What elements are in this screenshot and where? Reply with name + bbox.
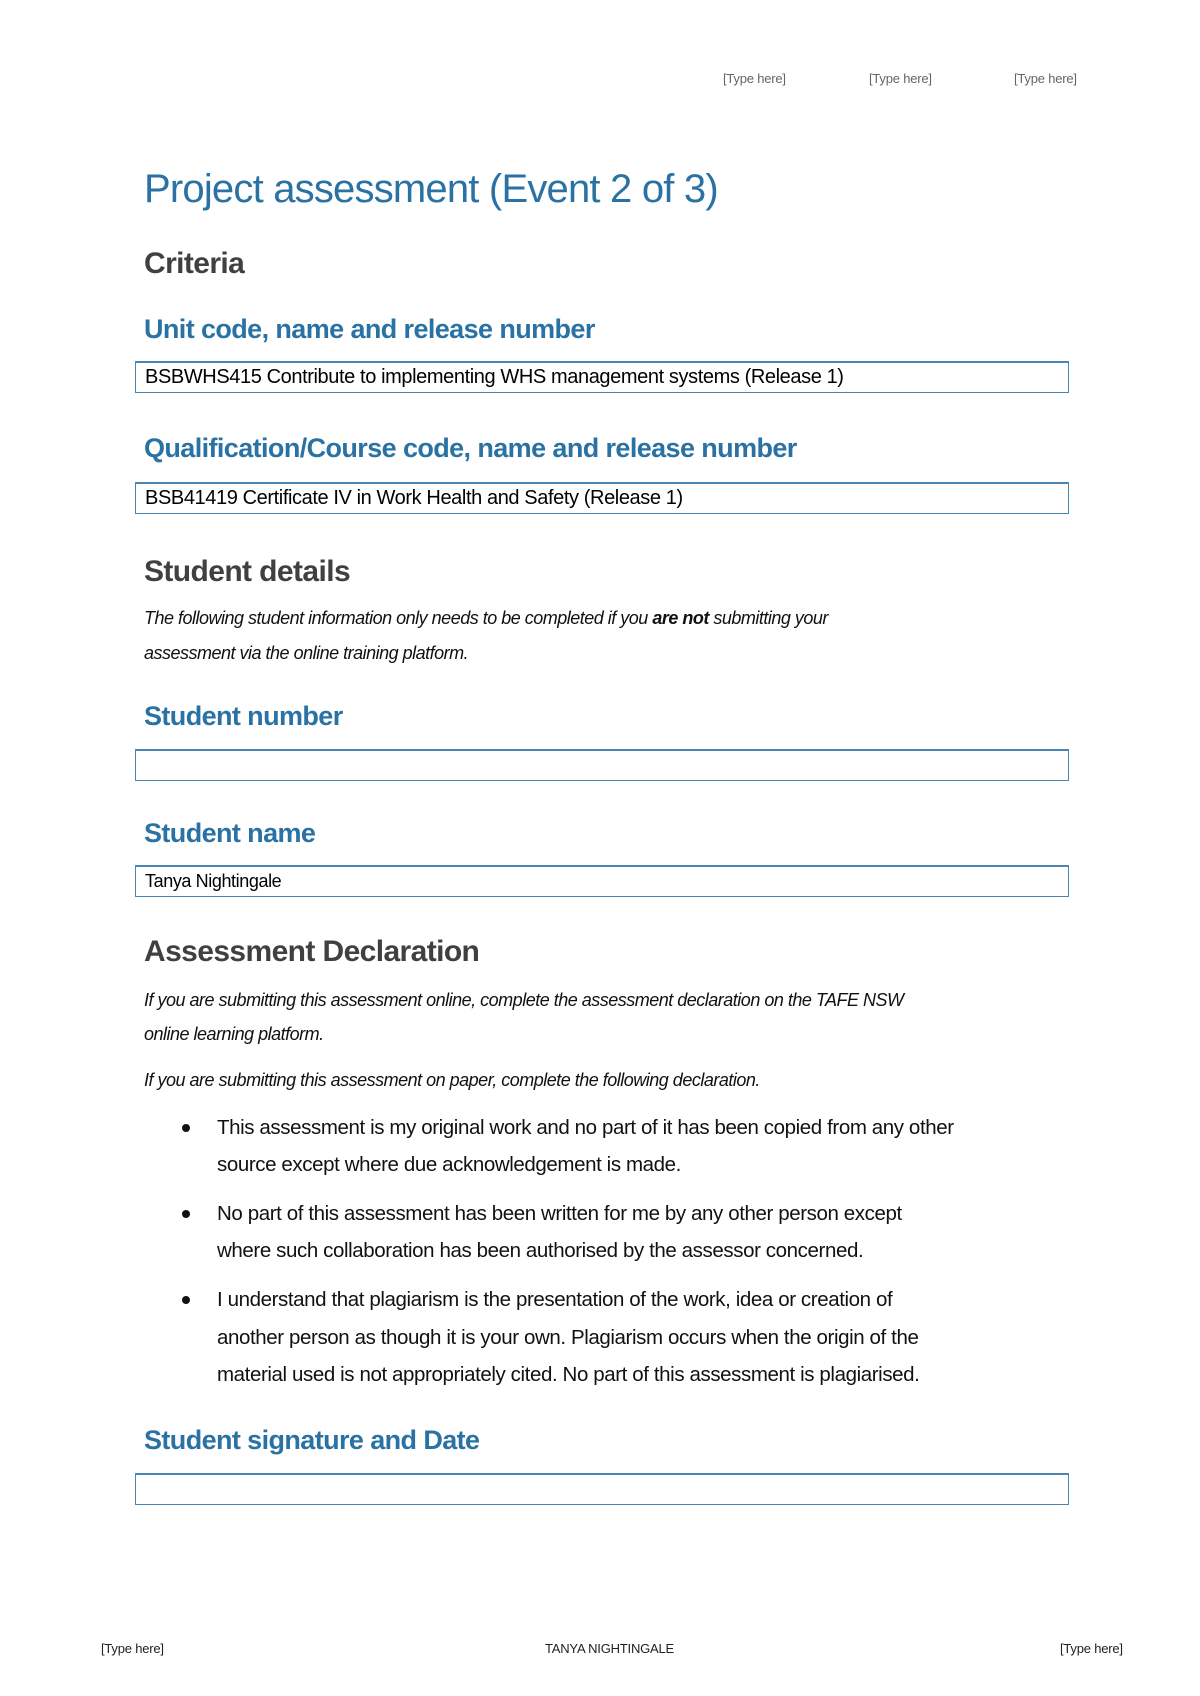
declaration-bullet-3-line3: material used is not appropriately cited. No part of this assessment is plagiarised. bbox=[217, 1363, 920, 1386]
declaration-online-line2: online learning platform. bbox=[144, 1024, 324, 1044]
footer-center: TANYA NIGHTINGALE bbox=[545, 1641, 675, 1656]
header-placeholder-left[interactable]: [Type here] bbox=[723, 71, 786, 86]
declaration-bullet-3-line2: another person as though it is your own. Plagiarism occurs when the origin of the bbox=[217, 1326, 919, 1349]
declaration-bullet-2-line1: No part of this assessment has been written for me by any other person except bbox=[217, 1202, 902, 1225]
declaration-online-line1: If you are submitting this assessment online, complete the assessment declaration on the TAFE NSW bbox=[144, 990, 904, 1010]
declaration-bullet-2-line2: where such collaboration has been authorised by the assessor concerned. bbox=[217, 1239, 864, 1262]
bullet-icon bbox=[182, 1210, 190, 1218]
criteria-heading: Criteria bbox=[144, 247, 245, 280]
declaration-bullet-3-line1: I understand that plagiarism is the presentation of the work, idea or creation of bbox=[217, 1288, 893, 1311]
declaration-bullet-1-line2: source except where due acknowledgement is made. bbox=[217, 1153, 681, 1176]
qualification-heading: Qualification/Course code, name and release number bbox=[144, 433, 797, 463]
student-details-note bbox=[144, 609, 828, 627]
note-text: The following student information only needs to be completed if you bbox=[144, 608, 653, 628]
bullet-icon bbox=[182, 1296, 190, 1304]
qualification-field[interactable]: BSB41419 Certificate IV in Work Health and Safety (Release 1) bbox=[135, 482, 1069, 514]
student-number-field[interactable] bbox=[135, 749, 1069, 781]
note-bold: are not bbox=[652, 608, 709, 628]
signature-field[interactable] bbox=[135, 1473, 1069, 1505]
note-text-end: submitting your bbox=[708, 608, 828, 628]
bullet-icon bbox=[182, 1124, 190, 1132]
declaration-paper-line: If you are submitting this assessment on paper, complete the following declaration. bbox=[144, 1070, 760, 1090]
student-number-heading: Student number bbox=[144, 701, 343, 731]
footer-left[interactable]: [Type here] bbox=[101, 1641, 164, 1656]
declaration-heading: Assessment Declaration bbox=[144, 935, 480, 968]
student-details-note-line2: assessment via the online training platform. bbox=[144, 643, 469, 663]
page-title: Project assessment (Event 2 of 3) bbox=[144, 167, 718, 211]
header-placeholder-right[interactable]: [Type here] bbox=[1014, 71, 1077, 86]
declaration-bullet-1-line1: This assessment is my original work and no part of it has been copied from any other bbox=[217, 1116, 954, 1139]
footer-right[interactable]: [Type here] bbox=[1060, 1641, 1123, 1656]
header-placeholder-center[interactable]: [Type here] bbox=[869, 71, 932, 86]
student-name-field[interactable]: Tanya Nightingale bbox=[135, 865, 1069, 897]
unit-field[interactable]: BSBWHS415 Contribute to implementing WHS management systems (Release 1) bbox=[135, 361, 1069, 393]
student-name-heading: Student name bbox=[144, 818, 316, 848]
unit-heading: Unit code, name and release number bbox=[144, 314, 595, 344]
student-details-heading: Student details bbox=[144, 555, 351, 588]
signature-heading: Student signature and Date bbox=[144, 1425, 480, 1455]
